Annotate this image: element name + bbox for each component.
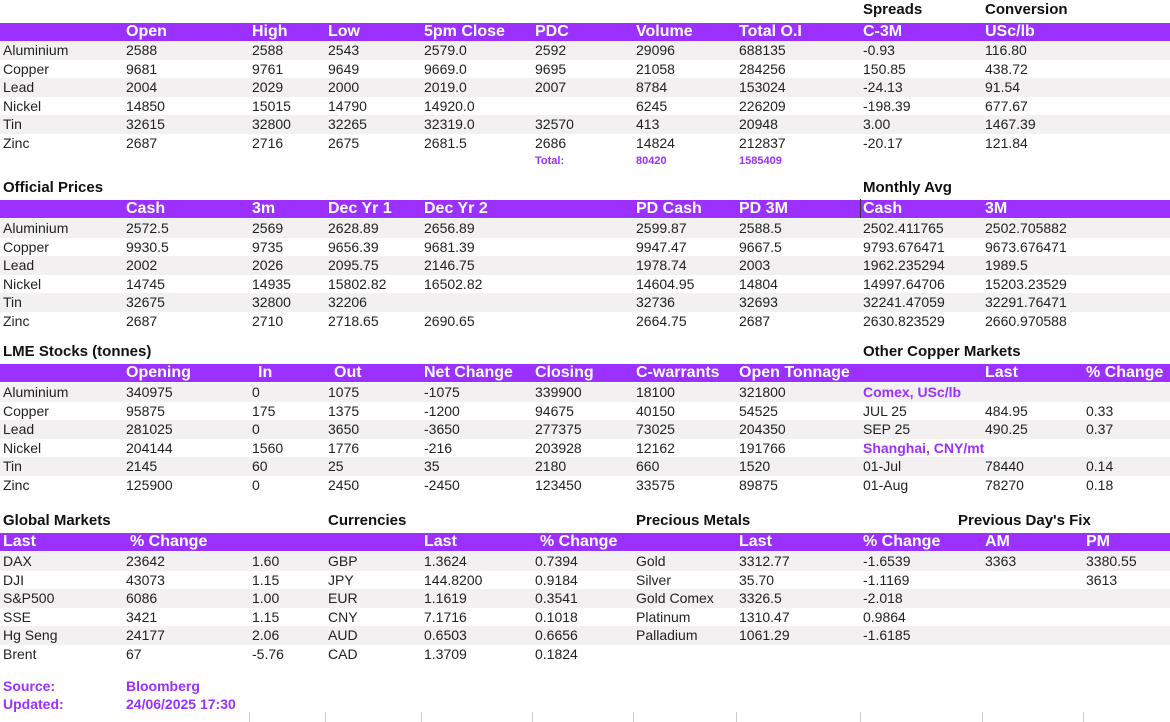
prices-header-bar xyxy=(0,23,1170,41)
official-row-cell: 2687 xyxy=(739,313,771,329)
col-dec-yr2: Dec Yr 2 xyxy=(424,200,488,217)
grid-tick xyxy=(860,712,861,722)
stock-row-cell: 0 xyxy=(252,477,260,493)
official-row-cell: 32736 xyxy=(636,294,675,311)
col-cur-change: % Change xyxy=(540,533,618,550)
price-row-cell: -0.93 xyxy=(863,42,895,58)
stock-row-name: Zinc xyxy=(3,477,30,493)
metal-last: 35.70 xyxy=(739,571,775,588)
price-row-cell: 91.54 xyxy=(985,79,1021,96)
contract-last: 484.95 xyxy=(985,402,1028,419)
price-row-cell: 21058 xyxy=(636,60,675,77)
stock-row-cell: 0 xyxy=(252,421,260,438)
stock-row-cell: 1375 xyxy=(328,402,360,419)
stock-row-cell: 123450 xyxy=(535,477,582,493)
price-row-cell: 677.67 xyxy=(985,97,1028,114)
stock-row-cell: 203928 xyxy=(535,439,582,456)
price-row-cell: 413 xyxy=(636,116,660,133)
market-heading: Shanghai, CNY/mt xyxy=(863,439,985,456)
col-usclb: USc/lb xyxy=(985,23,1035,40)
price-row-cell: 14824 xyxy=(636,135,675,151)
fix-pm: 3613 xyxy=(1086,571,1118,588)
stock-row-cell: 73025 xyxy=(636,421,675,438)
total-oi: 1585409 xyxy=(739,155,782,167)
index-name: DAX xyxy=(3,553,32,569)
stock-row-cell: 204144 xyxy=(126,439,173,456)
price-row-cell: 2686 xyxy=(535,135,567,151)
stocks-header-bar xyxy=(0,364,1170,382)
lme-stocks-title: LME Stocks (tonnes) xyxy=(3,343,152,360)
currencies-title: Currencies xyxy=(328,512,407,529)
stock-row-cell: 94675 xyxy=(535,402,574,419)
col-other-change: % Change xyxy=(1086,364,1164,381)
stock-row-cell: 1560 xyxy=(252,439,284,456)
official-row-cell: 2026 xyxy=(252,257,284,274)
metal-name: Gold xyxy=(636,553,666,569)
col-open-tonnage: Open Tonnage xyxy=(739,364,850,381)
price-row-cell: 14920.0 xyxy=(424,97,475,114)
official-row-cell: 2687 xyxy=(126,313,158,329)
official-row-name: Zinc xyxy=(3,313,30,329)
contract-label: 01-Jul xyxy=(863,458,902,475)
price-row-cell: -198.39 xyxy=(863,97,911,114)
updated-value: 24/06/2025 17:30 xyxy=(126,696,236,712)
contract-change: 0.18 xyxy=(1086,477,1114,493)
stock-row-cell: 1776 xyxy=(328,439,360,456)
stock-row-cell: -216 xyxy=(424,439,453,456)
price-row-cell: 2007 xyxy=(535,79,567,96)
stock-row-cell: 321800 xyxy=(739,384,786,400)
col-high: High xyxy=(252,23,288,40)
official-row-cell: 2502.411765 xyxy=(863,220,944,236)
currency-change: 0.9184 xyxy=(535,571,578,588)
col-open: Open xyxy=(126,23,167,40)
metal-name: Gold Comex xyxy=(636,590,714,607)
index-name: DJI xyxy=(3,571,24,588)
stock-row-cell: 175 xyxy=(252,402,276,419)
currency-change: 0.1824 xyxy=(535,646,578,662)
price-row-cell: 9681 xyxy=(126,60,158,77)
stock-row-cell: 3650 xyxy=(328,421,360,438)
official-row-cell: 32206 xyxy=(328,294,367,311)
contract-change: 0.33 xyxy=(1086,402,1114,419)
col-net-change: Net Change xyxy=(424,364,513,381)
official-row-name: Nickel xyxy=(3,275,42,292)
price-row-cell: 2029 xyxy=(252,79,284,96)
price-row-cell: 9649 xyxy=(328,60,360,77)
metal-last: 3312.77 xyxy=(739,553,790,569)
currency-change: 0.3541 xyxy=(535,590,578,607)
price-row-cell: 2716 xyxy=(252,135,284,151)
price-row-cell: 121.84 xyxy=(985,135,1028,151)
official-row-cell: 2002 xyxy=(126,257,158,274)
official-row-cell: 32800 xyxy=(252,294,291,311)
price-row-cell: 8784 xyxy=(636,79,668,96)
price-row-cell: 2687 xyxy=(126,135,158,151)
index-change: 1.60 xyxy=(252,553,280,569)
index-change: 1.15 xyxy=(252,571,280,588)
official-row-cell: 32291.76471 xyxy=(985,294,1067,311)
official-row-cell: 9656.39 xyxy=(328,238,379,255)
grid-tick xyxy=(532,712,533,722)
official-row-cell: 9930.5 xyxy=(126,238,169,255)
official-row-name: Tin xyxy=(3,294,22,311)
stock-row-cell: 35 xyxy=(424,458,440,475)
price-row-cell: 438.72 xyxy=(985,60,1028,77)
official-row-cell: 2656.89 xyxy=(424,220,475,236)
price-row-cell: 29096 xyxy=(636,42,675,58)
stock-row-cell: 95875 xyxy=(126,402,165,419)
fix-pm: 3380.55 xyxy=(1086,553,1137,569)
index-last: 67 xyxy=(126,646,142,662)
price-row-cell: 9761 xyxy=(252,60,284,77)
monthly-avg-title: Monthly Avg xyxy=(863,179,952,196)
stock-row-cell: 1520 xyxy=(739,458,771,475)
price-row-cell: 284256 xyxy=(739,60,786,77)
col-pd-3m: PD 3M xyxy=(739,200,788,217)
col-cur-last: Last xyxy=(424,533,457,550)
col-gm-change: % Change xyxy=(130,533,208,550)
price-row-cell: 9695 xyxy=(535,60,567,77)
price-row-cell: 32265 xyxy=(328,116,367,133)
price-row-name: Tin xyxy=(3,116,22,133)
currency-change: 0.7394 xyxy=(535,553,578,569)
official-row-name: Aluminium xyxy=(3,220,69,236)
price-row-name: Aluminium xyxy=(3,42,69,58)
contract-label: JUL 25 xyxy=(863,402,907,419)
price-row-cell: 3.00 xyxy=(863,116,891,133)
official-row-cell: 2710 xyxy=(252,313,284,329)
row-stripe xyxy=(0,383,1170,402)
grid-tick xyxy=(736,712,737,722)
price-row-cell: 2588 xyxy=(252,42,284,58)
price-row-cell: 2000 xyxy=(328,79,360,96)
metal-name: Platinum xyxy=(636,608,691,625)
stock-row-cell: 660 xyxy=(636,458,660,475)
official-row-cell: 2502.705882 xyxy=(985,220,1067,236)
updated-label: Updated: xyxy=(3,696,64,712)
price-row-cell: 32800 xyxy=(252,116,291,133)
official-header-bar xyxy=(0,200,1170,218)
col-closing: Closing xyxy=(535,364,594,381)
official-row-cell: 2718.65 xyxy=(328,313,379,329)
contract-label: 01-Aug xyxy=(863,477,909,493)
total-volume: 80420 xyxy=(636,155,667,167)
global-header-bar xyxy=(0,533,1170,551)
official-row-cell: 1978.74 xyxy=(636,257,687,274)
stock-row-cell: 25 xyxy=(328,458,344,475)
index-last: 24177 xyxy=(126,627,165,644)
index-last: 6086 xyxy=(126,590,158,607)
metal-change: -1.6539 xyxy=(863,553,911,569)
stock-row-cell: 340975 xyxy=(126,384,173,400)
currency-name: CAD xyxy=(328,646,358,662)
currency-name: EUR xyxy=(328,590,358,607)
index-name: Hg Seng xyxy=(3,627,58,644)
metal-change: -1.1169 xyxy=(863,571,910,588)
col-out: Out xyxy=(334,364,362,381)
stock-row-name: Nickel xyxy=(3,439,42,456)
stock-row-cell: 339900 xyxy=(535,384,582,400)
currency-name: CNY xyxy=(328,608,358,625)
index-name: SSE xyxy=(3,608,32,625)
col-pd-cash: PD Cash xyxy=(636,200,702,217)
official-row-cell: 2095.75 xyxy=(328,257,379,274)
price-row-cell: 14790 xyxy=(328,97,367,114)
col-pdc: PDC xyxy=(535,23,569,40)
col-monthly-cash: Cash xyxy=(863,200,903,217)
col-5pm-close: 5pm Close xyxy=(424,23,505,40)
monthly-divider xyxy=(860,199,861,218)
official-prices-title: Official Prices xyxy=(3,179,104,196)
official-row-cell: 9667.5 xyxy=(739,238,782,255)
contract-label: SEP 25 xyxy=(863,421,911,438)
official-row-cell: 9947.47 xyxy=(636,238,687,255)
grid-tick xyxy=(982,712,983,722)
stock-row-cell: 12162 xyxy=(636,439,675,456)
price-row-cell: -24.13 xyxy=(863,79,903,96)
official-row-cell: 14804 xyxy=(739,275,778,292)
grid-tick xyxy=(249,712,250,722)
stock-row-cell: 40150 xyxy=(636,402,675,419)
official-row-cell: 2599.87 xyxy=(636,220,687,236)
official-row-cell: 15203.23529 xyxy=(985,275,1067,292)
stock-row-cell: -1075 xyxy=(424,384,460,400)
stock-row-cell: 281025 xyxy=(126,421,173,438)
index-name: Brent xyxy=(3,646,37,662)
official-row-cell: 9673.676471 xyxy=(985,238,1067,255)
price-row-cell: 15015 xyxy=(252,97,291,114)
grid-tick xyxy=(1083,712,1084,722)
col-fix-am: AM xyxy=(985,533,1010,550)
official-row-cell: 2003 xyxy=(739,257,771,274)
grid-tick xyxy=(325,712,326,722)
index-change: -5.76 xyxy=(252,646,284,662)
price-row-cell: 1467.39 xyxy=(985,116,1036,133)
source-value: Bloomberg xyxy=(126,678,200,694)
metal-last: 1310.47 xyxy=(739,608,790,625)
currency-name: JPY xyxy=(328,571,354,588)
col-pm-change: % Change xyxy=(863,533,941,550)
spreads-heading: Spreads xyxy=(863,1,923,18)
stock-row-cell: 1075 xyxy=(328,384,360,400)
stock-row-cell: 125900 xyxy=(126,477,173,493)
metal-name: Silver xyxy=(636,571,672,588)
col-other-last: Last xyxy=(985,364,1018,381)
price-row-name: Nickel xyxy=(3,97,42,114)
currency-last: 0.6503 xyxy=(424,627,467,644)
official-row-cell: 2630.823529 xyxy=(863,313,945,329)
metal-last: 3326.5 xyxy=(739,590,782,607)
stock-row-cell: 2450 xyxy=(328,477,360,493)
price-row-cell: 226209 xyxy=(739,97,786,114)
official-row-cell: 2660.970588 xyxy=(985,313,1067,329)
stock-row-cell: 2145 xyxy=(126,458,158,475)
price-row-cell: 2579.0 xyxy=(424,42,467,58)
price-row-cell: 2588 xyxy=(126,42,158,58)
official-row-cell: 9793.676471 xyxy=(863,238,945,255)
currency-last: 1.3624 xyxy=(424,553,467,569)
col-fix-pm: PM xyxy=(1086,533,1110,550)
official-row-cell: 32693 xyxy=(739,294,778,311)
stock-row-cell: 2180 xyxy=(535,458,567,475)
col-monthly-3m: 3M xyxy=(985,200,1008,217)
price-row-cell: 2019.0 xyxy=(424,79,467,96)
col-3m: 3m xyxy=(252,200,276,217)
official-row-cell: 14745 xyxy=(126,275,165,292)
stock-row-cell: 89875 xyxy=(739,477,778,493)
stock-row-cell: 33575 xyxy=(636,477,675,493)
stock-row-cell: 54525 xyxy=(739,402,778,419)
total-label: Total: xyxy=(535,155,565,167)
index-change: 1.15 xyxy=(252,608,280,625)
index-change: 2.06 xyxy=(252,627,280,644)
official-row-cell: 14604.95 xyxy=(636,275,695,292)
stock-row-name: Tin xyxy=(3,458,22,475)
official-row-name: Lead xyxy=(3,257,35,274)
currency-last: 1.3709 xyxy=(424,646,467,662)
col-low: Low xyxy=(328,23,360,40)
stock-row-cell: -1200 xyxy=(424,402,460,419)
stock-row-cell: -2450 xyxy=(424,477,460,493)
price-row-cell: -20.17 xyxy=(863,135,903,151)
price-row-cell: 2543 xyxy=(328,42,360,58)
grid-tick xyxy=(421,712,422,722)
official-row-cell: 14997.64706 xyxy=(863,275,945,292)
price-row-cell: 150.85 xyxy=(863,60,906,77)
conversion-heading: Conversion xyxy=(985,1,1068,18)
official-row-cell: 9681.39 xyxy=(424,238,475,255)
contract-last: 490.25 xyxy=(985,421,1028,438)
col-gm-last: Last xyxy=(3,533,36,550)
metal-change: -2.018 xyxy=(863,590,903,607)
col-total-oi: Total O.I xyxy=(739,23,802,40)
price-row-cell: 14850 xyxy=(126,97,165,114)
stock-row-cell: 204350 xyxy=(739,421,786,438)
stock-row-cell: -3650 xyxy=(424,421,460,438)
contract-change: 0.14 xyxy=(1086,458,1114,475)
currency-last: 7.1716 xyxy=(424,608,467,625)
currency-name: AUD xyxy=(328,627,358,644)
metal-change: 0.9864 xyxy=(863,608,906,625)
price-row-cell: 212837 xyxy=(739,135,786,151)
source-label: Source: xyxy=(3,678,56,694)
row-stripe xyxy=(0,626,1170,645)
price-row-cell: 32615 xyxy=(126,116,165,133)
official-row-cell: 2572.5 xyxy=(126,220,169,236)
official-row-cell: 2146.75 xyxy=(424,257,475,274)
official-row-cell: 14935 xyxy=(252,275,291,292)
price-row-cell: 32319.0 xyxy=(424,116,475,133)
price-row-name: Lead xyxy=(3,79,35,96)
price-row-cell: 688135 xyxy=(739,42,786,58)
metal-name: Palladium xyxy=(636,627,698,644)
price-row-cell: 20948 xyxy=(739,116,778,133)
index-name: S&P500 xyxy=(3,590,55,607)
official-row-cell: 1989.5 xyxy=(985,257,1028,274)
stock-row-cell: 18100 xyxy=(636,384,675,400)
price-row-cell: 2675 xyxy=(328,135,360,151)
price-row-cell: 32570 xyxy=(535,116,574,133)
currency-last: 144.8200 xyxy=(424,571,483,588)
price-row-cell: 9669.0 xyxy=(424,60,467,77)
previous-fix-title: Previous Day's Fix xyxy=(958,512,1091,529)
contract-last: 78270 xyxy=(985,477,1024,493)
official-row-cell: 2690.65 xyxy=(424,313,475,329)
other-copper-title: Other Copper Markets xyxy=(863,343,1021,360)
stock-row-name: Lead xyxy=(3,421,35,438)
col-c-warrants: C-warrants xyxy=(636,364,720,381)
price-row-cell: 153024 xyxy=(739,79,786,96)
price-row-cell: 2681.5 xyxy=(424,135,467,151)
currency-change: 0.6656 xyxy=(535,627,578,644)
price-row-cell: 116.80 xyxy=(985,42,1027,58)
currency-last: 1.1619 xyxy=(424,590,467,607)
official-row-cell: 2664.75 xyxy=(636,313,687,329)
index-last: 23642 xyxy=(126,553,165,569)
fix-am: 3363 xyxy=(985,553,1017,569)
price-row-name: Copper xyxy=(3,60,49,77)
precious-metals-title: Precious Metals xyxy=(636,512,751,529)
official-row-cell: 32675 xyxy=(126,294,165,311)
official-row-cell: 16502.82 xyxy=(424,275,483,292)
stock-row-cell: 60 xyxy=(252,458,268,475)
price-row-name: Zinc xyxy=(3,135,30,151)
col-pm-last: Last xyxy=(739,533,772,550)
official-row-cell: 2628.89 xyxy=(328,220,379,236)
official-row-cell: 9735 xyxy=(252,238,284,255)
col-opening: Opening xyxy=(126,364,191,381)
official-row-cell: 2569 xyxy=(252,220,284,236)
official-row-cell: 32241.47059 xyxy=(863,294,945,311)
stock-row-cell: 191766 xyxy=(739,439,786,456)
stock-row-name: Copper xyxy=(3,402,49,419)
price-row-cell: 2592 xyxy=(535,42,567,58)
contract-change: 0.37 xyxy=(1086,421,1114,438)
price-row-cell: 2004 xyxy=(126,79,158,96)
official-row-name: Copper xyxy=(3,238,49,255)
metal-change: -1.6185 xyxy=(863,627,911,644)
stock-row-cell: 0 xyxy=(252,384,260,400)
price-row-cell: 6245 xyxy=(636,97,668,114)
contract-last: 78440 xyxy=(985,458,1024,475)
currency-change: 0.1018 xyxy=(535,608,578,625)
stock-row-cell: 277375 xyxy=(535,421,582,438)
official-row-cell: 2588.5 xyxy=(739,220,782,236)
index-last: 43073 xyxy=(126,571,165,588)
currency-name: GBP xyxy=(328,553,358,569)
col-volume: Volume xyxy=(636,23,693,40)
col-cash: Cash xyxy=(126,200,166,217)
market-heading: Comex, USc/lb xyxy=(863,384,962,400)
row-stripe xyxy=(0,589,1170,608)
col-c3m: C-3M xyxy=(863,23,903,40)
col-in: In xyxy=(258,364,273,381)
index-last: 3421 xyxy=(126,608,158,625)
metal-last: 1061.29 xyxy=(739,627,790,644)
col-dec-yr1: Dec Yr 1 xyxy=(328,200,392,217)
index-change: 1.00 xyxy=(252,590,280,607)
grid-tick xyxy=(633,712,634,722)
global-markets-title: Global Markets xyxy=(3,512,111,529)
stock-row-name: Aluminium xyxy=(3,384,69,400)
official-row-cell: 1962.235294 xyxy=(863,257,945,274)
official-row-cell: 15802.82 xyxy=(328,275,387,292)
